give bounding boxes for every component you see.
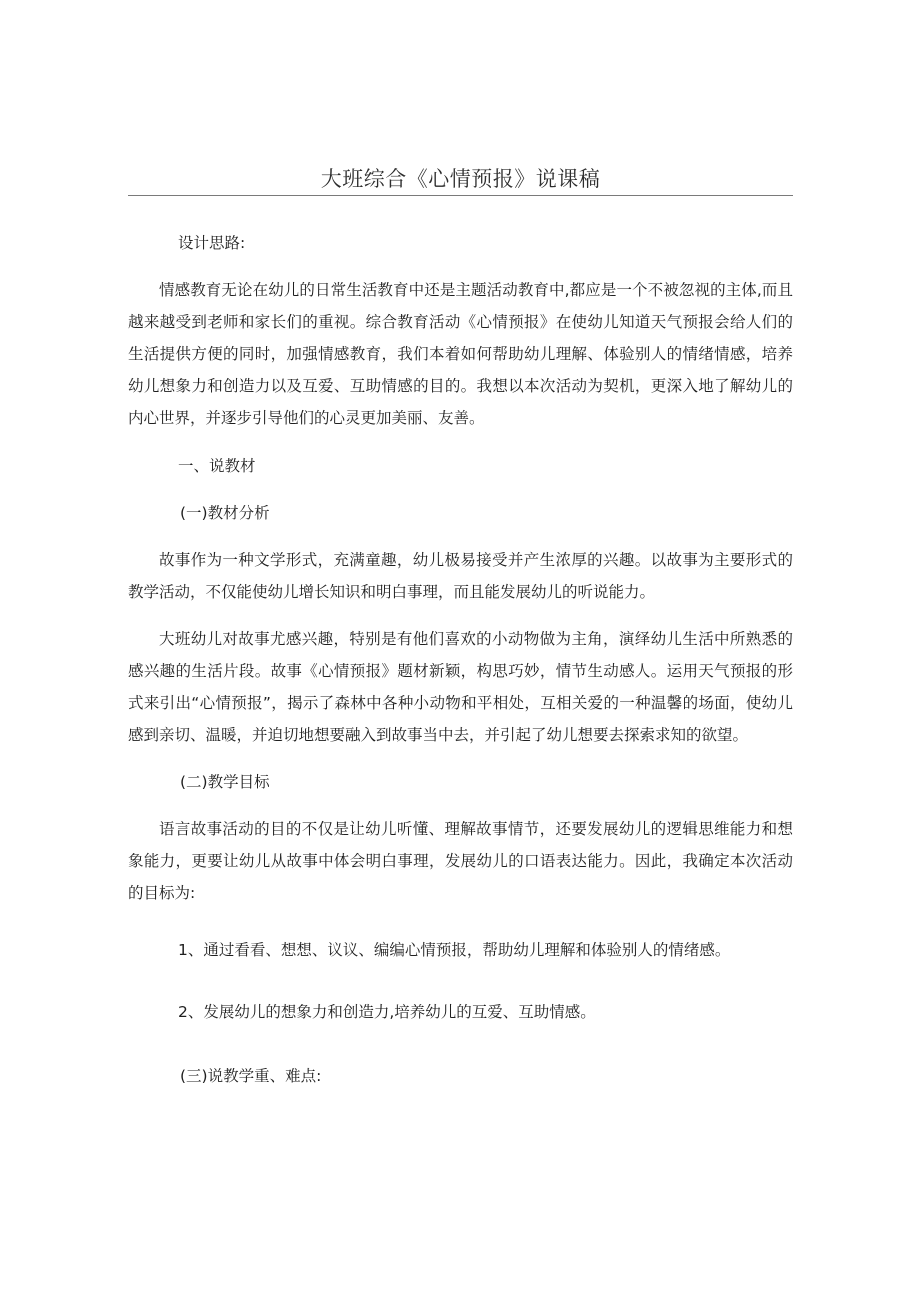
subsection-1-paragraph-1: 故事作为一种文学形式，充满童趣，幼儿极易接受并产生浓厚的兴趣。以故事为主要形式的教学活动，不仅能使幼儿增长知识和明白事理，而且能发展幼儿的听说能力。 (128, 551, 793, 601)
title-underline (128, 195, 793, 196)
document-title: 大班综合《心情预报》说课稿 (320, 167, 601, 191)
design-heading: 设计思路: (178, 234, 246, 252)
section-1-heading: 一、说教材 (178, 457, 256, 475)
subsection-3-heading: (三)说教学重、难点: (180, 1067, 322, 1085)
design-paragraph: 情感教育无论在幼儿的日常生活教育中还是主题活动教育中,都应是一个不被忽视的主体,而且越来越受到老师和家长们的重视。综合教育活动《心情预报》在使幼儿知道天气预报会给人们的生活提供方便的同时，加强情感教育，我们本着如何帮助幼儿理解、体验别人的情绪情感，培养幼儿想象力和创造力以及互爱、互助情感的目的。我想以本次活动为契机，更深入地了解幼儿的内心世界，并逐步引导他们的心灵更加美丽、友善。 (128, 281, 793, 427)
goal-item-1: 1、通过看看、想想、议议、编编心情预报，帮助幼儿理解和体验别人的情绪感。 (178, 941, 731, 959)
subsection-1-heading: (一)教材分析 (180, 504, 270, 522)
subsection-1-paragraph-2: 大班幼儿对故事尤感兴趣，特别是有他们喜欢的小动物做为主角，演绎幼儿生活中所熟悉的感兴趣的生活片段。故事《心情预报》题材新颖，构思巧妙，情节生动感人。运用天气预报的形式来引出“心情预报”，揭示了森林中各种小动物和平相处，互相关爱的一种温馨的场面，使幼儿感到亲切、温暖，并迫切地想要融入到故事当中去，并引起了幼儿想要去探索求知的欲望。 (128, 630, 793, 744)
goal-item-2: 2、发展幼儿的想象力和创造力,培养幼儿的互爱、互助情感。 (178, 1003, 596, 1021)
subsection-2-heading: (二)教学目标 (180, 773, 270, 791)
subsection-2-paragraph: 语言故事活动的目的不仅是让幼儿听懂、理解故事情节，还要发展幼儿的逻辑思维能力和想象能力，更要让幼儿从故事中体会明白事理，发展幼儿的口语表达能力。因此，我确定本次活动的目标为: (128, 820, 793, 902)
